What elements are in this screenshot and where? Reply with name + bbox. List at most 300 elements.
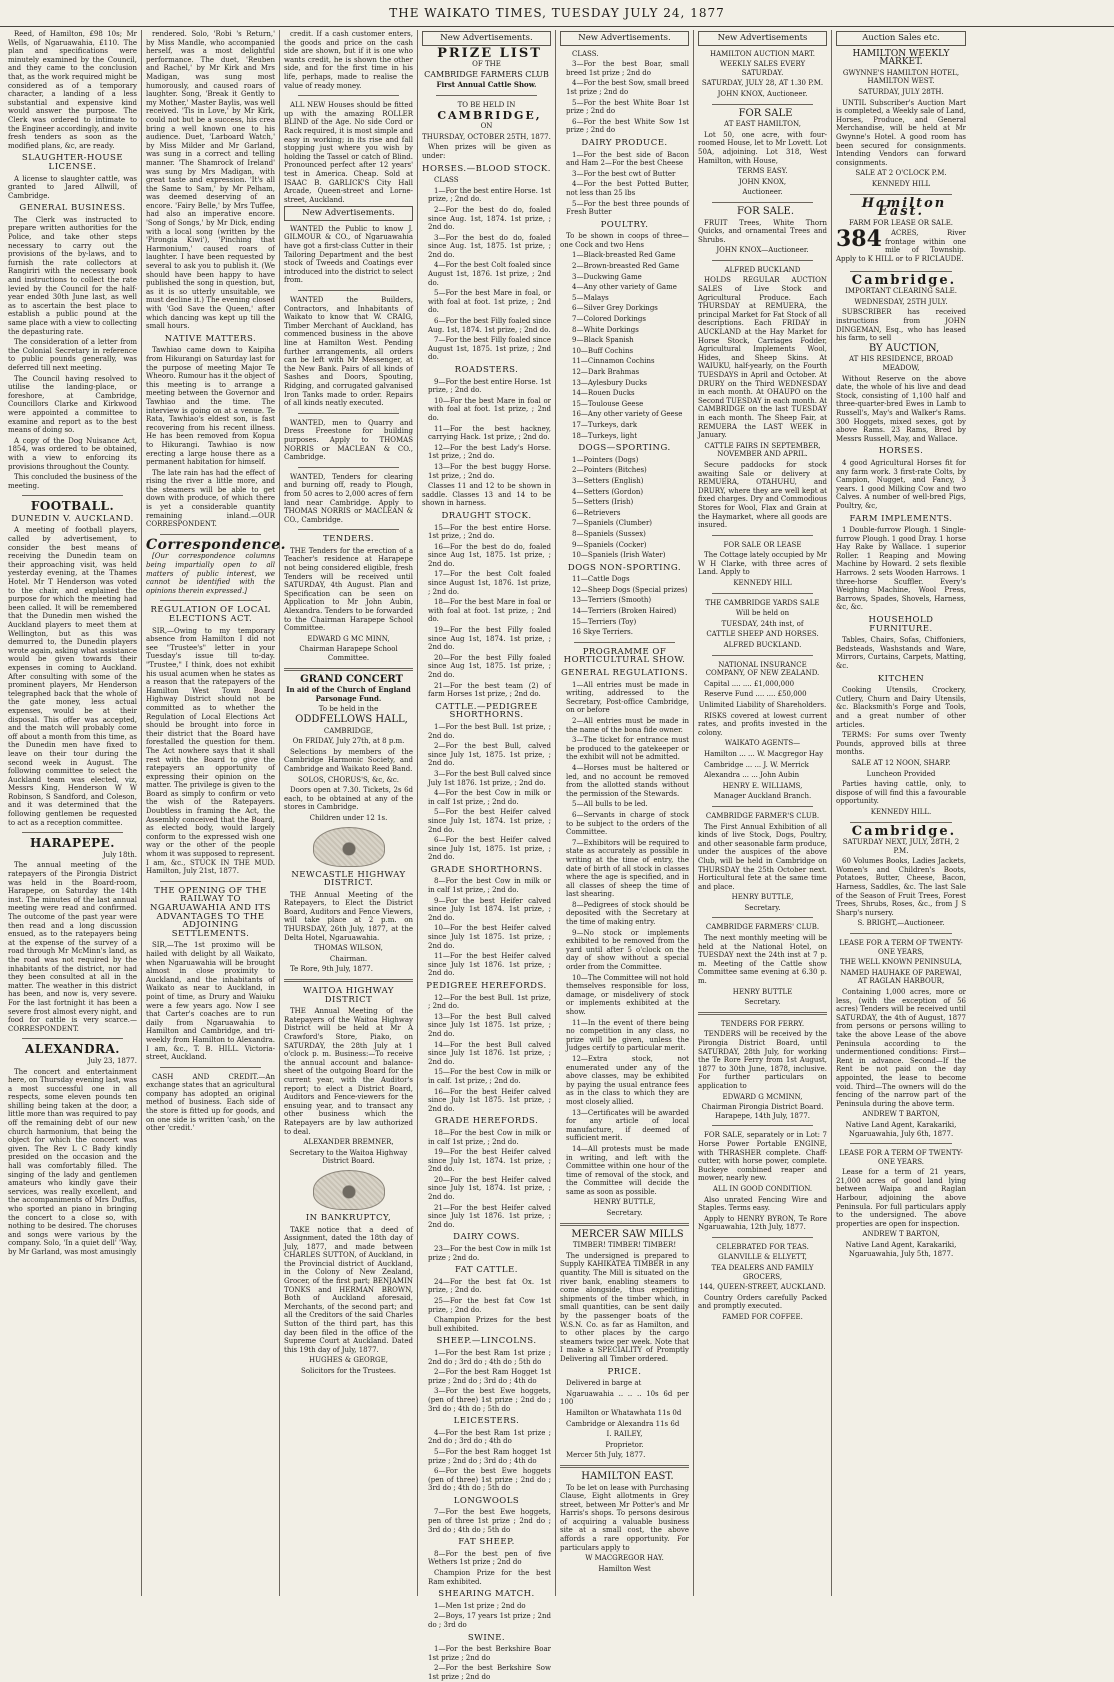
for-sale-heading: FOR SALE	[738, 107, 793, 119]
alexandra-dateline: July 23, 1877.	[87, 1056, 137, 1065]
shearing-heading: SHEARING MATCH.	[438, 1589, 535, 1600]
poultry-note: To be shown in coops of three—one Cock and two Hens	[560, 232, 689, 249]
divider	[712, 1125, 813, 1126]
price-heading: PRICE.	[607, 1366, 642, 1377]
buttle-signature-2: HENRY BUTTLE	[732, 987, 793, 996]
sale-time: SALE AT 12 NOON, SHARP.	[851, 758, 951, 767]
for-sale-location: AT EAST HAMILTON,	[724, 120, 801, 129]
list-item: 3—For the best Bull calved since July 1st 1876. 1st prize, ; 2nd do.	[428, 769, 551, 787]
harapepe-dateline: July 18th.	[102, 850, 137, 859]
list-item: 21—For the best Heifer calved since July 1st 1876. 1st prize, ; 2nd do.	[428, 1203, 551, 1229]
buckland-ad: HOLDS REGULAR AUCTION SALES of Live Stock and Agricultural Produce. Each THURSDAY at REMUERA, the principal Market for Fat Stock of all descriptions. Each FRIDAY in AUCKLAND at the Hay Market for Horse Stock, Carriages Fodder, Agricultural Implements Wool, Hides, and Sheep Skins. At WAIUKU, half-yearly, on the Fourth TUESDAYS in April and October. At DRURY on the Third WEDNESDAY in each month. At OHAUPO on the Second TUESDAY in each month. At CAMBRIDGE on the last TUESDAY in each month. The Sheep Fair, at REMUERA the LAST WEEK in January.	[698, 276, 827, 440]
landing-paragraph: The Council having resolved to utilise the landing-place, or foreshore, at Cambridge, Councillors Clarke and Kirkwood were appointed a committee to examine and report as to the best means of doing so.	[8, 374, 137, 435]
pedigree-herefords-list	[422, 994, 551, 1114]
engine-wire: Also unrated Fencing Wire and Staples. Terms easy.	[698, 1195, 827, 1213]
football-paragraph: A meeting of football players, called by advertisement, to consider the best means of receiving the Dunedin team on their approaching visit, was held yesterday evening, at the Thames Hotel. Mr T Henderson was voted to the chair, and explained the purpose for which the meeting had been called. It will be remembered that the Dunedin men wished the Auckland players to meet them at Wellington, but as this was demurred to, the Dunedin players wrote again, asking what assistance would be given towards their expenses in coming to Auckland. After consulting with some of the prominent players, Mr Henderson telegraphed back that the whole of the gate money, less actual expenses, would be at their disposal. This offer was accepted, and the match will probably come off about a month from this time, as the Dunedin men have fixed to leave on their tour during the second week in August. The following committee to select the Auckland team was elected, viz, Messrs King, Henderson W W Robinson, S Sandford, and Coleson, and it was determined that the following gentlemen be requested to act as a reception committee.	[8, 526, 137, 827]
new-advertisements-heading: New Advertisements	[698, 31, 827, 46]
list-item: 5—Malays	[572, 293, 609, 302]
farmers-club-ad: The First Annual Exhibition of all kinds of live Stock, Dogs, Poultry, and other seasonable farm produce, under the auspices of the above Club, will be held in Cambridge on THURSDAY the 25th October next. Horticultural fete at the same time and place.	[698, 822, 827, 891]
list-item: 11—Cinnamon Cochins	[572, 357, 655, 366]
classes-note: Classes 11 and 12 to be shown in saddle. Classes 13 and 14 to be shown in harness.	[422, 482, 551, 508]
list-item: 19—For the best Filly foaled since Aug 1st, 1874. 1st prize, ; 2nd do.	[428, 626, 551, 652]
divider	[712, 1237, 813, 1238]
acreage-figure: 384	[836, 226, 882, 253]
peninsula-line: THE WELL KNOWN PENINSULA,	[839, 958, 963, 967]
football-heading: FOOTBALL.	[30, 499, 115, 514]
list-item: 2—For the best Ram Hogget 1st prize ; 2nd do ; 3rd do ; 4th do	[428, 1368, 551, 1385]
ferry-ad: TENDERS will be received by the Pirongia District Board, until SATURDAY, 28th July, for working the Te Rore Ferry from 1st August, 1877 to 30th June, 1878, inclusive. For further particulars on application to	[698, 1030, 827, 1090]
list-item: 9—No stock or implements exhibited to be removed from the yard until after 5 o'clock on the day of show without a special order from the Committee.	[566, 928, 689, 972]
columns	[4, 30, 1110, 1681]
list-item: 7—Colored Dorkings	[572, 315, 646, 324]
prize-list-town: CAMBRIDGE,	[437, 108, 542, 122]
divider	[712, 535, 813, 536]
mercer-heading: MERCER SAW MILLS	[571, 1228, 684, 1240]
newcastle-ad: THE Annual Meeting of the Ratepayers, to Elect the District Board, Auditors and Fence Viewers, will take place at 2 p.m. on THURSDAY, 26th July, 1877, at the Delta Hotel, Ngaruawahia.	[284, 890, 413, 942]
list-item: Champion Prize for the best Ram exhibited.	[428, 1569, 551, 1586]
yards-line-3: TUESDAY, 24th inst, of	[721, 619, 804, 628]
horses-list	[422, 176, 551, 362]
list-item: 9—Black Spanish	[572, 336, 634, 345]
draught-list	[422, 524, 551, 699]
terms-line: TERMS: For sums over Twenty Pounds, approved bills at three months.	[836, 731, 966, 757]
barton-signature-2: ANDREW T BARTON,	[862, 1230, 940, 1239]
cottage-ad: The Cottage lately occupied by Mr W H Clarke, with three acres of Land. Apply to	[698, 551, 827, 577]
horses-heading: HORSES.	[878, 446, 924, 457]
dogs-list	[560, 456, 689, 560]
bremner-signature: ALEXANDER BREMNER,	[303, 1138, 394, 1147]
farmers-club-heading: CAMBRIDGE FARMER'S CLUB.	[705, 811, 820, 820]
correspondence-note: [Our correspondence columns being impartially open to all matters of public interest, we cannot be identified with the opinions therein expressed.]	[146, 552, 275, 595]
hughes-title: Solicitors for the Trustees.	[301, 1367, 396, 1375]
fruit-trees-ad: FRUIT Trees, White Thorn Quicks, and ornamental Trees and Shrubs.	[698, 218, 827, 244]
horses-heading: HORSES.—BLOOD STOCK.	[422, 163, 551, 174]
correspondence-heading: Correspondence.	[146, 536, 287, 553]
list-item: 10—The Committee will not hold themselves responsible for loss, damage, or misdelivery of stock or implements exhibited at the show.	[566, 973, 689, 1016]
fat-cattle-list	[422, 1278, 551, 1334]
divider	[22, 495, 123, 496]
prize-list-date: THURSDAY, OCTOBER 25TH, 1877.	[422, 132, 551, 141]
alexandra-heading: ALEXANDRA.	[25, 1042, 120, 1057]
column-2	[142, 30, 287, 1596]
divider	[284, 668, 413, 671]
teas-firm: GLANVILLE & ELLYETT,	[718, 1253, 807, 1262]
cambridge-heading: Cambridge.	[851, 272, 957, 288]
saturday-sale-detail: 60 Volumes Books, Ladies Jackets, Women's and Children's Boots, Potatoes, Butter, Cheese, Bacon, Harness, Saddles, &c. The last Sale of the Season of Fruit Trees, Forest Trees, Shrubs, Roses, &c., from J S Sharp's nursery.	[836, 857, 966, 917]
residence-line: AT HIS RESIDENCE, BROAD MEADOW,	[849, 355, 953, 372]
capital-line: Capital .... .... £1,000,000	[704, 679, 795, 688]
alexandra-paragraph: The concert and entertainment here, on Thursday evening last, was a most successful one in all respects, some eleven pounds ten shilling being taken at the door, a little more than was required to pay off the remaining debt of our new church harmonium, that being the object for which the concert was given. The Rev L C Bady kindly presided on the occasion and the hall was comfortably filled. The singing of the lady and gentlemen amateurs who kindly gave their services, was really excellent, and the accompaniments of Mrs Duffus, who sported an piano in bringing the concert to a close so, with nothing to be desired. The choruses and songs were various by the company. Solo, 'In a quiet dell' 'Way, by Mr Garland, was most amusingly	[8, 1067, 137, 1256]
knox-signature: JOHN KNOX,	[738, 177, 787, 186]
engine-ad: FOR SALE, separately or in Lot: 7 Horse Power Portable ENGINE, with THRASHER complete. Chaff-cutter, with horse power, complete. Buckeye combined reaper and mower, nearly new.	[698, 1131, 827, 1183]
list-item: 1—For the best side of Bacon and Ham 2—For the best Cheese	[566, 150, 689, 168]
farm-lease-line: FARM FOR LEASE OR SALE.	[848, 218, 954, 227]
weekly-market-ad: UNTIL Subscriber's Auction Mart is completed, a Weekly sale of Land, Horses, Produce, and General Merchandise, will be held at Mr Gwynne's Hotel. A good room has been secured for consignments. Intending Vendors can forward consignments.	[836, 98, 966, 167]
concert-review-paragraph: rendered. Solo, 'Robi 's Return,' by Miss Mandle, who accompanied herself, was a most delightful performance. The duet, 'Reuben and Rachel,' by Mr Kirk and Mrs Madigan, was sung most humorously, and caused roars of laughter. Song, 'Break it Gently to my Mother,' Master Baylis, was well received. 'Tis in Love,' by Mr Kirk, could not but be a success, his crea bring a well known one to his audience. Duet, 'Larboard Watch,' by Miss Milder and Mr Garland, was sung in a correct and telling manner. 'The Shamrock of Ireland' was sung by Mrs Madigan, with great taste and expression. 'It's all the Same to Sam,' by Mr Pelham, was deemed deserving of an encore. 'Fairy Belle,' by Mrs Tuffee, had also an imperative encore. 'Song of Songs,' by Mr Dick, ending with a local song (written by the 'Pirongia Kiwi'), 'Pinching that Harmonium,' caused roars of laughter. I have been requested by several to ask you to publish it. (We should have been happy to have published the song in question, but, as it is so utterly unsuitable, we must decline it.) The evening closed with 'God Save the Queen,' after which dancing was kept up till the small hours.	[146, 30, 275, 331]
prize-list-on: ON	[480, 122, 493, 131]
clearing-ad: WANTED, Tenders for clearing and burning off, ready to Plough, from 50 acres to 2,000 acres of fern land near Cambridge. Apply to THOMAS NORRIS or MACLEAN & CO., Cambridge.	[284, 472, 413, 524]
clearing-sale-line: IMPORTANT CLEARING SALE.	[845, 287, 957, 296]
concert-selections: Selections by members of the Cambridge Harmonic Society, and Cambridge and Waikato Reed Band.	[284, 747, 413, 773]
column-7	[832, 30, 970, 1596]
list-item: 1—Black-breasted Red Game	[572, 251, 676, 260]
regulations-heading: GENERAL REGULATIONS.	[560, 668, 689, 679]
price-line-1: Delivered in barge at	[566, 1379, 642, 1388]
concert-town: CAMBRIDGE,	[323, 726, 374, 735]
list-item: 5—Setters (Irish)	[572, 498, 634, 507]
agent-alexandra: Alexandra ... ... John Aubin	[704, 771, 800, 780]
ferry-heading: TENDERS FOR FERRY.	[720, 1019, 805, 1028]
list-item: 3—Setters (English)	[572, 476, 644, 485]
wilson-title: Chairman.	[329, 954, 368, 963]
list-item: 17—Turkeys, dark	[572, 420, 638, 429]
list-item: 7—For the best Filly foaled since August 1st, 1875. 1st prize, ; 2nd do.	[428, 336, 551, 362]
hughes-signature: HUGHES & GEORGE,	[309, 1356, 388, 1365]
list-item: 18—For the best Mare in foal or with foal at foot. 1st prize, ; 2nd do.	[428, 598, 551, 624]
buckland-ad-2: Secure paddocks for stock awaiting Sale or delivery at REMUERA, OTAHUHU, and DRURY, where they are well kept at fixed charges. Dry and Commodious Stores for Wool, Flax and Grain at the Haymarket, where all goods are insured.	[698, 460, 827, 530]
list-item: 9—For the best entire Horse. 1st prize, ; 2nd do.	[428, 377, 551, 395]
concert-children: Children under 12 1s.	[309, 813, 388, 822]
divider	[712, 260, 813, 261]
list-item: 8—Pedigrees of stock should be deposited with the Secretary at the time of making entry.	[566, 900, 689, 927]
mcminn-title: Chairman Harapepe School Committee.	[299, 645, 398, 662]
railey-date: Mercer 5th July, 1877.	[566, 1451, 646, 1460]
clearing-sale-intro: SUBSCRIBER has received instructions from JOHN DINGEMAN, Esq., who has leased his farm, to sell	[836, 308, 966, 343]
prize-list-title: PRIZE LIST	[437, 45, 542, 61]
list-item: 9—For the best Heifer calved since July 1st 1874. 1st prize, ; 2nd do.	[428, 896, 551, 922]
parties-line: Parties having cattle, only, to dispose of will find this a favourable opportunity.	[836, 780, 966, 806]
for-sale-lots: Lot 50, one acre, with four-roomed House, let to Mr Lovett. Lot 50A, adjoining. Lot 318, West Hamilton, with House,	[698, 130, 827, 165]
list-item: 1—For the best Ram 1st prize ; 2nd do ; 3rd do ; 4th do ; 5th do	[428, 1348, 551, 1366]
list-item: 7—For the best Ewe hoggets, pen of three 1st prize ; 2nd do ; 3rd do ; 4th do ; 5th do	[428, 1508, 551, 1534]
native-paragraph: Tawhiao came down to Kaipiha from Hikurangi on Saturday last for the purpose of meeting Major Te Wheoro. Rumour has it the object of this meeting is to arrange a meeting between the Governor and Tawhiao and the time. The interview is going on at a venue. Te Rata, Tawhiao's eldest son, is fast recovering from his recent illness. He has been removed from Kopua to Hikurangi. Tawhiao is now erecting a large house there as a permanent habitation for himself.	[146, 346, 275, 467]
list-item: 20—For the best Filly foaled since Aug 1st, 1875. 1st prize, ; 2nd do.	[428, 653, 551, 679]
farm-lease-detail: ACRES, River frontage within one mile of Township. Apply to K HILL or to F RICLAUDE.	[836, 229, 966, 264]
teas-address: 144, QUEEN-STREET, AUCKLAND.	[699, 1283, 826, 1292]
concert-to-be-held: To be held in the	[318, 705, 379, 714]
concert-tickets: Doors open at 7.30. Tickets, 2s 6d each, to be obtained at any of the stores in Cambridge.	[284, 786, 413, 812]
list-item: 10—Spaniels (Irish Water)	[572, 551, 666, 560]
list-item: 4—For the best Colt foaled since August 1st, 1876. 1st prize, ; 2nd do.	[428, 261, 551, 287]
list-item: 15—For the best entire Horse. 1st prize, ; 2nd do.	[428, 523, 551, 541]
buttle-signature: HENRY BUTTLE,	[593, 1198, 656, 1207]
farm-lease-block	[836, 226, 966, 265]
list-item: 16 Skye Terriers.	[572, 628, 633, 637]
bremner-title: Secretary to the Waitoa Highway District Board.	[289, 1148, 408, 1166]
list-item: 13—For the best Bull calved since July 1st 1875. 1st prize, ; 2nd do.	[428, 1012, 551, 1038]
concluded-paragraph: This concluded the business of the meeting.	[8, 473, 137, 490]
harapepe-paragraph: The annual meeting of the ratepayers of the Pirongia District was held in the Board-room, Harapepe, on Saturday the 14th inst. The minutes of the last annual meeting were read and confirmed. The outcome of the past year were then read and a long discussion ensued, as to the ratepayers being at the expense of the survey of a road through Mr McMinn's land, as the road was not required by the inhabitants of the district, nor had they been consulted at all in the matter. The weather in this district has been, and now is, very severe. For the last fortnight it has been a severe frost almost every night, and food for cattle is very scarce.—CORRESPONDENT.	[8, 861, 137, 1033]
dunedin-heading: DUNEDIN V. AUCKLAND.	[11, 513, 134, 524]
kitchen-heading: KITCHEN	[877, 673, 925, 684]
list-item: 10—For the best Mare in foal or with foal at foot. 1st prize, ; 2nd do.	[428, 396, 551, 422]
list-item: 12—Dark Brahmas	[572, 368, 640, 376]
divider	[298, 529, 399, 530]
list-item: 5—For the best Heifer calved since July 1st, 1874. 1st prize, ; 2nd do.	[428, 808, 551, 834]
new-advertisements-heading: New Advertisements.	[284, 206, 413, 221]
list-item: 12—Sheep Dogs (Special prizes)	[572, 585, 688, 594]
hill-signature: KENNEDY HILL.	[870, 807, 932, 816]
wilson-date: Te Rore, 9th July, 1877.	[290, 965, 373, 974]
price-line-3: Hamilton or Whatawhata 11s 0d	[566, 1408, 682, 1417]
shearing-list	[422, 1602, 551, 1630]
divider	[712, 202, 813, 203]
agents-heading: WAIKATO AGENTS—	[724, 739, 801, 748]
list-item: 3—For the best do do, foaled since Aug. 1st, 1875. 1st prize, ; 2nd do.	[428, 233, 551, 259]
list-item: 4—For the best Sow, small breed 1st prize ; 2nd do	[566, 79, 689, 96]
ferry-title: Chairman Pirongia District Board. Harapepe, 14th July, 1877.	[701, 1103, 824, 1120]
williams-signature: HENRY E. WILLIAMS,	[722, 781, 803, 790]
engine-condition: ALL IN GOOD CONDITION.	[712, 1184, 813, 1193]
shorthorns-list	[422, 723, 551, 862]
dog-act-paragraph: A copy of the Dog Nuisance Act, 1854, was ordered to be obtained, with a view to enforcing its provisions throughout the County.	[8, 436, 137, 471]
list-item: 6—Silver Grey Dorkings	[572, 304, 658, 313]
list-item: 11—For the best Heifer calved since July 1st 1876. 1st prize, ; 2nd do.	[428, 952, 551, 978]
list-item: 12—Extra stock, not enumerated under any of the above classes, may be exhibited by paying the usual entrance fees as in the class to which they are most closely allied.	[566, 1054, 689, 1106]
prize-list-club: CAMBRIDGE FARMERS CLUB	[424, 69, 549, 79]
cattle-fairs: CATTLE FAIRS IN SEPTEMBER, NOVEMBER AND APRIL.	[704, 441, 821, 459]
divider	[712, 655, 813, 656]
grade-shorthorns-list	[422, 877, 551, 978]
list-item: 15—For the best Cow in milk or in calf. 1st prize, ; 2nd do.	[428, 1068, 551, 1085]
list-item: 2—Pointers (Bitches)	[572, 466, 647, 475]
horses-detail: 4 good Agricultural Horses fit for any farm work. 3 first-rate Colts, by Campion, Nugget, and Fancy, 3 years. 1 good Milking Cow and two Calves. A number of well-bred Pigs, Poultry, &c,	[836, 458, 966, 510]
credit-paragraph: credit. If a cash customer enters, the goods and price on the cash side are shown, but if it is one who wants credit, he is shown the other side, and for the first time in his life, perhaps, made to realise the value of ready money.	[284, 30, 413, 90]
farmers-club-heading-2: CAMBRIDGE FARMERS' CLUB.	[705, 923, 820, 932]
risks-line: RISKS covered at lowest current rates, and profits invested in the colony.	[698, 711, 827, 737]
farm-implements-detail: 1 Double-furrow Plough. 1 Single-furrow Plough. 1 good Dray. 1 horse Hay Rake by Wallace. 1 superior Roller. 1 Reaping and Mowing Machine by Howard. 2 sets flexible Harrows. 2 sets Wooden Harrows. 1 three-horse Scuffler. Every's Weighing Machine, Wool Press, Barrows, Spades, Shovels, Harness, &c, &c.	[836, 526, 966, 612]
swine-list	[422, 1645, 551, 1681]
list-item: 12—For the best Lady's Horse. 1st prize, ; 2nd do.	[428, 443, 551, 461]
sheep-list	[422, 1349, 551, 1413]
list-item: 15—Terriers (Toy)	[572, 617, 637, 626]
column-5	[556, 30, 694, 1596]
divider	[160, 600, 261, 601]
buttle-title: Secretary.	[744, 903, 781, 912]
list-item: 3—Duckwing Game	[572, 272, 642, 281]
longwools-list	[422, 1508, 551, 1534]
teas-coffee: FAMED FOR COFFEE.	[722, 1313, 803, 1322]
buttle-title: Secretary.	[606, 1209, 643, 1218]
list-item: 16—Any other variety of Geese	[572, 410, 683, 419]
fat-sheep-heading: FAT SHEEP.	[458, 1537, 515, 1548]
list-item: 4—Horses must be haltered or led, and no account be removed from the allotted stands without the permission of the Stewards.	[566, 763, 689, 798]
mercer-ad: The undersigned is prepared to Supply KAHIKATEA TIMBER in any quantity. The Mill is situated on the river bank, enabling steamers to come alongside, thus expediting shipments of the timber which, in small quantities, can be sent daily by the passenger boats of the W.S.N. Co. as far as Hamilton, and to other places by the cargo steamers twice per week. Note that I make a SPECIALITY of Promptly Delivering all Timber ordered.	[560, 1251, 689, 1363]
general-business-heading: GENERAL BUSINESS.	[19, 203, 126, 214]
list-item: 20—For the best Heifer calved since July 1st, 1874. 1st prize, ; 2nd do.	[428, 1175, 551, 1202]
household-heading: HOUSEHOLD FURNITURE.	[868, 615, 934, 634]
list-item: 13—Terriers (Smooth)	[572, 596, 652, 605]
swine-heading: SWINE.	[467, 1632, 506, 1643]
buckland-heading: ALFRED BUCKLAND	[724, 265, 801, 274]
coat-of-arms-icon	[313, 1170, 385, 1210]
list-item: 11—Cattle Dogs	[572, 575, 630, 584]
teas-heading: CELEBRATED FOR TEAS.	[716, 1242, 809, 1251]
list-item: 7—Spaniels (Clumber)	[572, 519, 653, 528]
list-item: 8—Spaniels (Sussex)	[572, 529, 646, 538]
regulations-list	[560, 681, 689, 1197]
farm-implements-heading: FARM IMPLEMENTS.	[849, 513, 953, 524]
cash-credit-paragraph: CASH AND CREDIT.—An exchange states that an agricultural company has adopted an original method of business. Each side of the store is fitted up for goods, and on one side is written 'cash,' on the other 'credit.'	[146, 1072, 275, 1133]
weekly-market-signature: KENNEDY HILL	[871, 179, 931, 188]
divider	[850, 822, 952, 823]
list-item: 6—Servants in charge of stock to be subject to the orders of the Committee.	[566, 810, 689, 837]
lease-detail-2: Lease for a term of 21 years, 21,000 acres of good land lying between Waipa and Raglan Harbour, adjoining the above Peninsula. For full particulars apply to the undersigned. The above properties are open for inspection.	[836, 1168, 966, 1228]
roadsters-list	[422, 378, 551, 481]
grade-herefords-list	[422, 1129, 551, 1230]
list-item: 5—All bulls to be led.	[572, 800, 648, 809]
regulation-heading: REGULATION OF LOCAL ELECTIONS ACT.	[150, 605, 271, 624]
divider	[298, 467, 399, 468]
divider	[698, 1012, 827, 1015]
pedigree-herefords-heading: PEDIGREE HEREFORDS.	[426, 981, 547, 991]
list-item: 23—For the best Cow in milk 1st prize ; 2nd do.	[428, 1245, 551, 1262]
draught-heading: DRAUGHT STOCK.	[441, 510, 532, 521]
divider	[712, 104, 813, 105]
ferry-signature: EDWARD G MCMINN,	[722, 1092, 803, 1101]
list-item: 1—Men 1st prize ; 2nd do	[434, 1601, 526, 1610]
river-paragraph: The late rain has had the effect of rising the river a little more, and the steamers will be able to get down with produce, of which there is yet a considerable quantity remaining inland.—OUR CORRESPONDENT.	[146, 468, 275, 529]
grand-concert-heading: GRAND CONCERT	[300, 673, 403, 685]
divider	[284, 979, 413, 982]
railway-heading: THE OPENING OF THE RAILWAY TO NGARUAWAHIA AND ITS ADVANTAGES TO THE ADJOINING SETTLEMENTS.	[150, 885, 271, 939]
list-item: 6—Retrievers	[572, 508, 621, 517]
live-stock-detail: Without Reserve on the above date, the whole of his live and dead Stock, consisting of 1,100 half and three-quarter-bred Ewes in Lamb to Russell's, May's and Walker's Rams. 300 Hoggets, mixed sexes, got by above Rams. 23 Rams, Bred by Messrs Russell, May, and Wallace.	[836, 374, 966, 443]
hay-signature: W MACGREGOR HAY.	[585, 1554, 664, 1563]
dogs-heading: DOGS—SPORTING.	[578, 443, 671, 454]
yards-line-2: Will be held on	[735, 609, 790, 618]
list-item: 11—In the event of there being no competition in any class, no prize will be given, unless the Judges certify to particular merit.	[566, 1018, 689, 1053]
column-4	[418, 30, 556, 1681]
list-item: 13—Aylesbury Ducks	[572, 378, 647, 387]
by-auction: BY AUCTION,	[868, 342, 940, 354]
mart-heading: HAMILTON AUCTION MART.	[710, 49, 815, 58]
new-advertisements-heading: New Advertisements.	[560, 31, 689, 46]
bright-signature: S. BRIGHT,—Auctioneer.	[857, 919, 945, 928]
cottage-signature: KENNEDY HILL	[733, 579, 792, 588]
masthead: THE WAIKATO TIMES, TUESDAY JULY 24, 1877	[0, 0, 1114, 27]
list-item: 8—White Dorkings	[572, 325, 639, 334]
agent-hamilton: Hamilton ... ... W. Macgregor Hay	[704, 749, 824, 758]
fruit-signature: JOHN KNOX—Auctioneer.	[716, 246, 809, 255]
divider	[298, 413, 399, 414]
weekly-market-heading: HAMILTON WEEKLY MARKET.	[852, 48, 950, 68]
divider	[574, 642, 675, 643]
divider	[850, 1143, 952, 1144]
list-item: 3—For the best Ewe hoggets, (pen of three) 1st prize ; 2nd do ; 3rd do ; 4th do ; 5th do	[428, 1387, 551, 1413]
yards-line-4: CATTLE SHEEP AND HORSES.	[706, 630, 819, 639]
national-insurance-heading: NATIONAL INSURANCE COMPANY, OF NEW ZEALAND.	[705, 660, 820, 678]
divider	[22, 1038, 123, 1039]
prize-list-of: OF THE	[472, 60, 501, 69]
bankruptcy-heading: IN BANKRUPTCY,	[305, 1212, 392, 1223]
teacher-tender-ad: THE Tenders for the erection of a Teacher's residence at Harapepe not being considered eligible, fresh Tenders will be received until SATURDAY, 4th August. Plan and Specification can be seen on Application to Mr John Aubin, Alexandra. Tenders to be forwarded to the Chairman Harapepe School Committee.	[284, 546, 413, 633]
list-item: 9—Spaniels (Cocker)	[572, 540, 647, 549]
mcminn-signature: EDWARD G MC MINN,	[307, 634, 390, 643]
concert-solos: SOLOS, CHORUS'S, &c, &c.	[298, 775, 399, 784]
list-item: 14—All protests must be made in writing, and left with the Committee within one hour of the time of removal of the stock, and the Committee will decide the same as soon as possible.	[566, 1144, 689, 1196]
kitchen-detail: Cooking Utensils, Crockery, Cutlery, Churn and Dairy Utensils, &c. Blacksmith's Forge and Tools, and a great number of other articles.	[836, 686, 966, 729]
hamilton-east-heading: Hamilton East.	[861, 195, 947, 220]
poultry-list	[560, 251, 689, 440]
dairy-cows-list	[422, 1245, 551, 1262]
harapepe-heading: HARAPEPE.	[30, 836, 115, 851]
gilmour-ad: WANTED the Public to know J. GILMOUR & CO., of Ngaruawahia have got a first-class Cutter in their Tailoring Department and the best stock of Tweeds and Coatings ever introduced into the district to select from.	[284, 224, 413, 285]
list-item: 6—For the best White Sow 1st prize ; 2nd do	[566, 117, 689, 135]
list-item: 11—For the best hackney, carrying Hack. 1st prize, ; 2nd do.	[428, 424, 551, 442]
list-item: 13—For the best buggy Horse. 1st prize, ; 2nd do.	[428, 462, 551, 480]
longwools-heading: LONGWOOLS	[453, 1495, 520, 1506]
railway-letter: SIR,—The 1st proximo will be hailed with delight by all Waikato, when Ngaruawahia will be brought almost in close proximity to Auckland, and the inhabitants of Waikato as near to Auckland, in point of time, as Drury and Waiuku were a few years ago. Now I see that Carter's coaches are to run daily from Ngaruawahia to Hamilton and Cambridge, and tri-weekly from Hamilton to Alexandra. I am, &c., T. B. HILL. Victoria-street, Auckland.	[146, 941, 275, 1062]
agent-cambridge: Cambridge ... ... J. W. Merrick	[704, 760, 809, 769]
dairy-cows-heading: DAIRY COWS.	[453, 1232, 520, 1243]
railey-signature: I. RAILEY,	[606, 1430, 643, 1439]
divider	[160, 534, 261, 535]
hay-title: Hamilton West	[598, 1564, 651, 1573]
divider	[850, 194, 952, 195]
tenders-heading: TENDERS.	[323, 534, 374, 545]
column-6	[694, 30, 832, 1596]
waitoa-ad: THE Annual Meeting of the Ratepayers of the Waitoa Highway District will be held at Mr A Crawford's Store, Piako, on SATURDAY, the 28th July at 1 o'clock p. m. Business:—To receive the annual account and balance-sheet of the outgoing Board for the current year, with the Auditor's report; to elect a District Board, Auditors and Fence-viewers for the ensuing year, and to transact any other business which the Ratepayers are by law authorized to deal.	[284, 1007, 413, 1136]
lease-heading-2: LEASE FOR A TERM OF TWENTY-ONE YEARS.	[839, 1149, 963, 1166]
grade-herefords-heading: GRADE HEREFORDS.	[434, 1116, 539, 1127]
peninsula-name: NAMED HAUHAKE OF PAREWAI, AT RAGLAN HARBOUR,	[840, 968, 962, 986]
bankruptcy-ad: TAKE notice that a deed of Assignment, dated the 18th day of July, 1877, and made between CHARLES SUTTON, of Auckland, in the Provincial district of Auckland, in the Colony of New Zealand, Grocer, of the first part; BENJAMIN TONKS and HERMAN BROWN, Both of Auckland aforesaid, Merchants, of the second part; and all the Creditors of the said Charles Sutton of the third part, has this day been filed in the office of the Supreme Court at Auckland. Dated this 19th day of July, 1877.	[284, 1225, 413, 1354]
list-item: Champion Prizes for the best bull exhibited.	[428, 1316, 551, 1333]
list-item: 8—For the best pen of five Wethers 1st prize ; 2nd do	[428, 1549, 551, 1567]
barton-title-2: Native Land Agent, Karakariki, Ngaruawahia, July 5th, 1877.	[845, 1241, 957, 1258]
peninsula-detail: Containing 1,000 acres, more or less, (with the exception of 56 acres) Tenders will be received until SATURDAY, the 4th of August, 1877 from persons or persons willing to take the above Lease of the above Peninsula according to the undermentioned conditions: First—Rent in advance. Second—If the Rent be not paid on the day appointed, the lease to become void. Third—The owners will do the fencing of the narrow part of the Peninsula during the above term.	[836, 988, 966, 1108]
prize-list-show: First Annual Cattle Show.	[436, 80, 537, 90]
buttle-signature: HENRY BUTTLE,	[731, 893, 794, 902]
weekly-market-date: SATURDAY, JULY 28TH.	[858, 87, 944, 96]
divider	[22, 832, 123, 833]
non-sporting-heading: DOGS NON-SPORTING.	[567, 562, 682, 573]
list-item: 1—For the best entire Horse. 1st prize, ; 2nd do.	[428, 186, 551, 204]
general-paragraph: The Clerk was instructed to prepare written authorities for the Police, and take other steps necessary to carry out the provisions of the by-laws, and to furnish the rate collectors at Rangiriri with the necessary book and instructions to collect the rate levied by the Council for the half-year ended 30th June last, as well as to ascertain the best place to establish a public pound at the same place with a view to collecting the depasturing rate.	[8, 215, 137, 336]
divider	[298, 95, 399, 96]
list-item: 3—For the best Boar, small breed 1st prize ; 2nd do	[566, 60, 689, 77]
list-item: 16—For the best Heifer calved since July 1st 1875. 1st prize, ; 2nd do.	[428, 1087, 551, 1113]
list-item: 6—For the best Heifer calved since July 1st, 1875. 1st prize, ; 2nd do.	[428, 836, 551, 862]
divider	[712, 917, 813, 918]
list-item: 1—For the best Bull. 1st prize, ; 2nd do.	[428, 722, 551, 740]
native-matters-heading: NATIVE MATTERS.	[164, 333, 257, 344]
list-item: 6—For the best Ewe hoggets (pen of three) 1st prize ; 2nd do ; 3rd do ; 4th do ; 5th do	[428, 1467, 551, 1493]
for-sale-terms: TERMS EASY.	[737, 167, 788, 176]
farmers-club-meeting: The next monthly meeting will be held at the National Hotel, on TUESDAY next the 24th inst at 7 p. m. Meeting of the Cattle show Committee same evening at 6.30 p. m.	[698, 934, 827, 986]
list-item: 1—Pointers (Dogs)	[572, 455, 639, 464]
list-item: 4—For the best Cow in milk or in calf 1st prize, ; 2nd do.	[428, 789, 551, 806]
prize-list-held: TO BE HELD IN	[457, 100, 516, 109]
barton-title: Native Land Agent, Karakariki, Ngaruawahia, July 6th, 1877.	[845, 1120, 957, 1138]
list-item: 2—For the best do do, foaled since Aug. 1st, 1874. 1st prize, ; 2nd do.	[428, 205, 551, 232]
railey-title: Proprietor.	[605, 1440, 644, 1449]
dairy-produce-list	[560, 151, 689, 217]
leicesters-heading: LEICESTERS.	[453, 1416, 520, 1427]
sale-or-lease-heading: FOR SALE OR LEASE	[723, 540, 802, 549]
list-item: 12—For the best Bull. 1st prize, ; 2nd do.	[428, 993, 551, 1011]
lease-heading: LEASE FOR A TERM OF TWENTY-ONE YEARS,	[839, 939, 963, 956]
non-sporting-list	[560, 575, 689, 637]
fat-sheep-list	[422, 1550, 551, 1586]
yards-signature: ALFRED BUCKLAND.	[723, 641, 802, 650]
list-item: 17—For the best Colt foaled since August 1st, 1876. 1st prize, ; 2nd do.	[428, 570, 551, 596]
list-item: CLASS	[434, 176, 459, 185]
list-item: 15—Toulouse Geese	[572, 399, 644, 408]
list-item: 10—For the best Heifer calved since July 1st 1875. 1st prize, ; 2nd do.	[428, 924, 551, 950]
fat-cattle-heading: FAT CATTLE.	[455, 1265, 518, 1276]
